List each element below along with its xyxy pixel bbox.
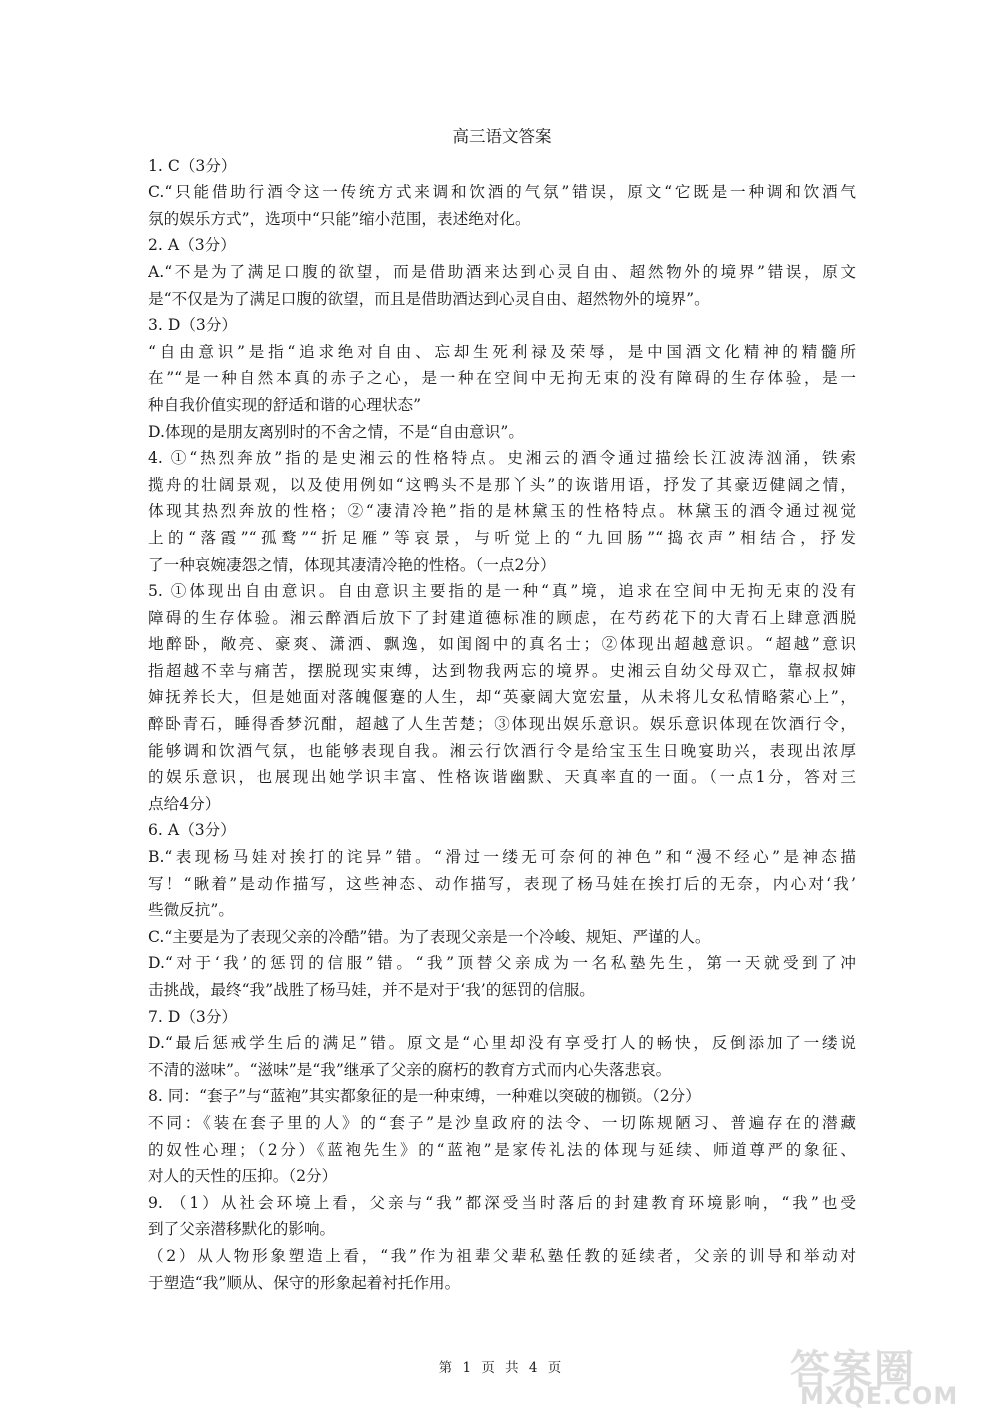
answer-body xyxy=(148,153,856,1297)
answer-line: 9. （1）从社会环境上看，父亲与“我”都深受当时落后的封建教育环境影响，“我”也受 xyxy=(148,1193,856,1212)
answer-line: A.“不是为了满足口腹的欲望，而是借助酒来达到心灵自由、超然物外的境界”错误，原文 xyxy=(148,262,856,281)
answer-line: 击挑战，最终“我”战胜了杨马娃，并不是对于‘我’的惩罚的信服。 xyxy=(148,981,595,999)
answer-line: 婶抚养长大，但是她面对落魄偃蹇的人生，却“英豪阔大宽宏量，从未将儿女私情略萦心上”， xyxy=(148,688,856,707)
answer-line: 1. C（3分） xyxy=(148,156,237,175)
answer-line: 是“不仅是为了满足口腹的欲望，而且是借助酒达到心灵自由、超然物外的境界”。 xyxy=(148,289,710,308)
watermark-text: 答案圈 xyxy=(790,1347,916,1393)
answer-sheet-page xyxy=(148,124,856,1296)
answer-line: “自由意识”是指“追求绝对自由、忘却生死利禄及荣辱，是中国酒文化精神的精髓所 xyxy=(148,342,856,361)
answer-line: 点给4分） xyxy=(148,794,221,813)
answer-line: 到了父亲潜移默化的影响。 xyxy=(148,1220,336,1239)
answer-line: 2. A（3分） xyxy=(148,236,236,255)
answer-line: 6. A（3分） xyxy=(148,821,236,840)
answer-line: C.“主要是为了表现父亲的冷酷”错。为了表现父亲是一个冷峻、规矩、严谨的人。 xyxy=(148,927,711,946)
answer-line: 障碍的生存体验。湘云醉酒后放下了封建道德标准的顾虑，在芍药花下的大青石上肆意洒脱 xyxy=(148,608,856,627)
answer-line: 不同：《装在套子里的人》的“套子”是沙皇政府的法令、一切陈规陋习、普遍存在的潜藏 xyxy=(148,1113,856,1132)
answer-line: D.“最后惩戒学生后的满足”错。原文是“心里却没有享受打人的畅快，反倒添加了一缕说 xyxy=(148,1034,856,1053)
answer-line: 指超越不幸与痛苦，摆脱现实束缚，达到物我两忘的境界。史湘云自幼父母双亡，靠叔叔婶 xyxy=(148,661,856,680)
answer-line: B.“表现杨马娃对挨打的诧异”错。“滑过一缕无可奈何的神色”和“漫不经心”是神态描 xyxy=(148,848,856,867)
answer-line: 3. D（3分） xyxy=(148,316,238,335)
answer-line: 了一种哀婉凄怨之情，体现其凄清冷艳的性格。（一点2分） xyxy=(148,555,556,574)
answer-line: 于塑造“我”顺从、保守的形象起着衬托作用。 xyxy=(148,1273,461,1292)
page-footer: 第 1 页 共 4 页 xyxy=(438,1360,562,1376)
answer-line: 体现其热烈奔放的性格；②“凄清冷艳”指的是林黛玉的性格特点。林黛玉的酒令通过视觉 xyxy=(148,502,856,521)
watermark-url: MXQE.COM xyxy=(800,1382,959,1410)
answer-line: 对人的天性的压抑。（2分） xyxy=(148,1167,338,1186)
answer-line: 醉卧青石，睡得香梦沉酣，超越了人生苦楚；③体现出娱乐意识。娱乐意识体现在饮酒行令， xyxy=(148,715,856,734)
answer-line: 些微反抗”。 xyxy=(148,901,234,920)
answer-line: 揽舟的壮阔景观，以及使用例如“这鸭头不是那丫头”的诙谐用语，抒发了其豪迈健阔之情， xyxy=(148,475,856,494)
answer-line: （2）从人物形象塑造上看，“我”作为祖辈父辈私塾任教的延续者，父亲的训导和举动对 xyxy=(148,1246,856,1265)
answer-line: 能够调和饮酒气氛，也能够表现自我。湘云行饮酒行令是给宝玉生日晚宴助兴，表现出浓厚 xyxy=(148,741,856,760)
answer-line: 5. ①体现出自由意识。自由意识主要指的是一种“真”境，追求在空间中无拘无束的没有 xyxy=(148,582,856,601)
answer-line: 氛的娱乐方式”，选项中“只能”缩小范围，表述绝对化。 xyxy=(148,209,531,228)
answer-line: 的娱乐意识，也展现出她学识丰富、性格诙谐幽默、天真率直的一面。（一点1分，答对三 xyxy=(148,768,856,787)
answer-line: 不清的滋味”。“滋味”是“我”继承了父亲的腐朽的教育方式而内心失落悲哀。 xyxy=(148,1060,672,1079)
answer-line: 4. ①“热烈奔放”指的是史湘云的性格特点。史湘云的酒令通过描绘长江波涛汹涌，铁索 xyxy=(148,449,856,468)
answer-line: 8. 同：“套子”与“蓝袍”其实都象征的是一种束缚，一种难以突破的枷锁。（2分） xyxy=(148,1087,701,1106)
answer-line: 在”“是一种自然本真的赤子之心，是一种在空间中无拘无束的没有障碍的生存体验，是一 xyxy=(148,369,856,388)
answer-line: D.“对于‘我’的惩罚的信服”错。“我”顶替父亲成为一名私塾先生，第一天就受到了冲 xyxy=(148,954,856,973)
answer-line: C.“只能借助行酒令这一传统方式来调和饮酒的气氛”错误，原文“它既是一种调和饮酒气 xyxy=(148,183,856,202)
answer-line: D.体现的是朋友离别时的不舍之情，不是“自由意识”。 xyxy=(148,422,524,441)
page-title: 高三语文答案 xyxy=(452,127,552,146)
answer-line: 7. D（3分） xyxy=(148,1007,238,1026)
answer-line: 写！“瞅着”是动作描写，这些神态、动作描写，表现了杨马娃在挨打后的无奈，内心对‘我’ xyxy=(148,874,856,893)
answer-line: 上的“落霞”“孤鹜”“折足雁”等哀景，与听觉上的“九回肠”“捣衣声”相结合，抒发 xyxy=(148,528,856,547)
answer-line: 地醉卧，敞亮、豪爽、潇洒、飘逸，如闺阁中的真名士；②体现出超越意识。“超越”意识 xyxy=(148,635,856,654)
answer-line: 的奴性心理；（2分）《蓝袍先生》的“蓝袍”是家传礼法的体现与延续、师道尊严的象征、 xyxy=(148,1140,856,1159)
watermark-logo xyxy=(790,1338,990,1410)
answer-line: 种自我价值实现的舒适和谐的心理状态” xyxy=(148,395,422,414)
